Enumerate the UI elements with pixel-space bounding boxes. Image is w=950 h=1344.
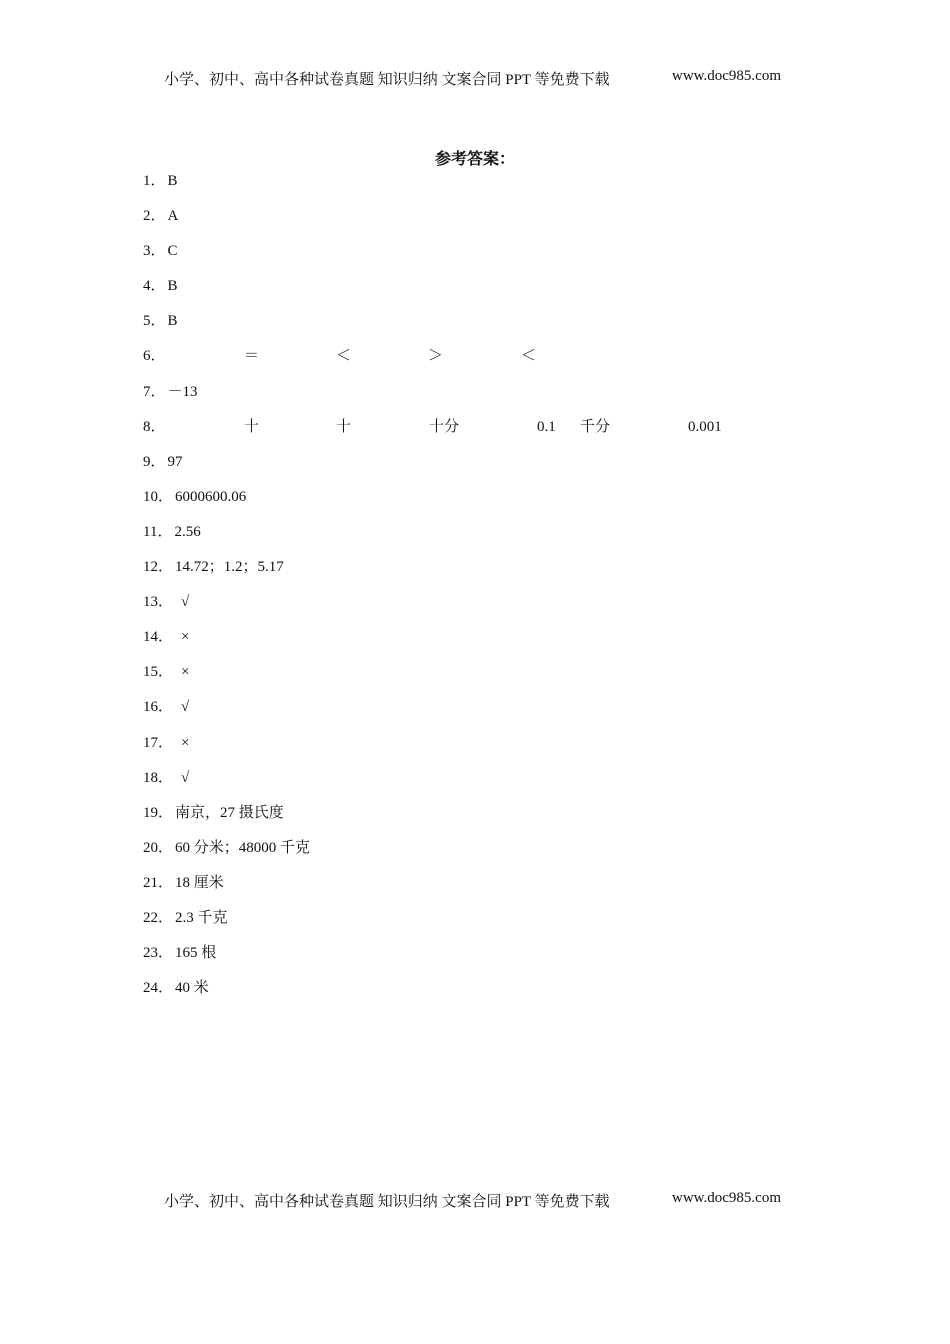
answer-item [143,592,843,627]
answer-item [143,908,843,943]
answer-value: B [167,313,178,330]
answer-item [143,838,843,873]
answer-number: 11． [143,523,173,540]
answer-blank: 0.1 [537,418,556,435]
answer-item [143,873,843,908]
answer-item [143,171,843,206]
answer-value: × [181,734,190,751]
answer-value: 2.3 千克 [175,909,228,926]
answer-blank: 十 [244,418,260,435]
answer-item [143,662,843,697]
answer-number: 20． [143,839,174,856]
answer-item [143,978,843,1013]
answer-value: 6000600.06 [175,488,247,505]
answer-number: 2． [143,208,166,225]
answer-item [143,276,843,311]
answer-item [143,487,843,522]
answer-number: 16． [143,699,174,716]
answer-value: 165 根 [175,945,217,962]
answer-number: 1． [143,173,166,189]
answer-item [143,768,843,803]
answer-value: √ [181,769,190,786]
answer-number: 12． [143,559,174,576]
answer-value: B [167,278,178,295]
answer-item [143,241,843,276]
answer-item [143,733,843,768]
answer-item [143,697,843,732]
answer-item [143,382,843,417]
answer-number: 21． [143,874,174,891]
answer-value: －13 [167,383,198,400]
answer-number: 18． [143,769,174,786]
header-url: www.doc985.com [672,68,782,84]
answer-item [143,627,843,662]
answer-item [143,346,843,381]
answer-item [143,206,843,241]
answer-number: 17． [143,734,174,751]
answer-blank: 千分 [580,418,611,435]
header-text: 小学、初中、高中各种试卷真题 知识归纳 文案合同 PPT 等免费下载 [164,72,610,88]
page-title: 参考答案： [434,149,515,168]
answer-list [143,171,843,1013]
answer-number: 5． [143,313,166,330]
answer-value: 南京，27 摄氏度 [175,804,284,821]
answer-blank: 十 [336,418,352,435]
answer-number: 14． [143,629,174,646]
answer-value: 40 米 [175,980,209,997]
footer-url: www.doc985.com [672,1190,782,1206]
answer-value: √ [181,594,190,611]
answer-value: 14.72；1.2；5.17 [175,559,284,576]
answer-number: 3． [143,243,166,260]
answer-blank: 0.001 [688,418,722,435]
answer-number: 23． [143,945,174,962]
answer-number: 10． [143,488,174,505]
answer-number: 24． [143,980,174,997]
answer-number: 7． [143,383,166,400]
footer-text: 小学、初中、高中各种试卷真题 知识归纳 文案合同 PPT 等免费下载 [164,1194,610,1210]
answer-value: √ [181,699,190,716]
answer-number: 9． [143,453,166,470]
answer-number: 15． [143,664,174,681]
answer-number: 13． [143,594,174,611]
answer-value: B [167,173,178,189]
answer-number: 4． [143,278,166,295]
answer-item [143,557,843,592]
answer-value: 97 [167,453,183,470]
answer-item [143,417,843,452]
answer-blank: ＜ [521,348,537,365]
answer-value: 60 分米；48000 千克 [175,839,311,856]
answer-number: 8． [143,418,166,435]
answer-number: 6． [143,348,166,365]
answer-value: × [181,629,190,646]
answer-item [143,803,843,838]
answer-number: 19． [143,804,174,821]
answer-item [143,943,843,978]
answer-value: 2.56 [174,523,201,540]
answer-blank: ＝ [244,348,260,365]
answer-blank: ＞ [428,348,444,365]
answer-item [143,452,843,487]
answer-value: A [167,208,179,225]
answer-item [143,522,843,557]
answer-item [143,311,843,346]
answer-blank: 十分 [429,418,460,435]
answer-blank: ＜ [336,348,352,365]
answer-value: × [181,664,190,681]
answer-value: C [167,243,178,260]
answer-value: 18 厘米 [175,874,224,891]
answer-number: 22． [143,909,174,926]
